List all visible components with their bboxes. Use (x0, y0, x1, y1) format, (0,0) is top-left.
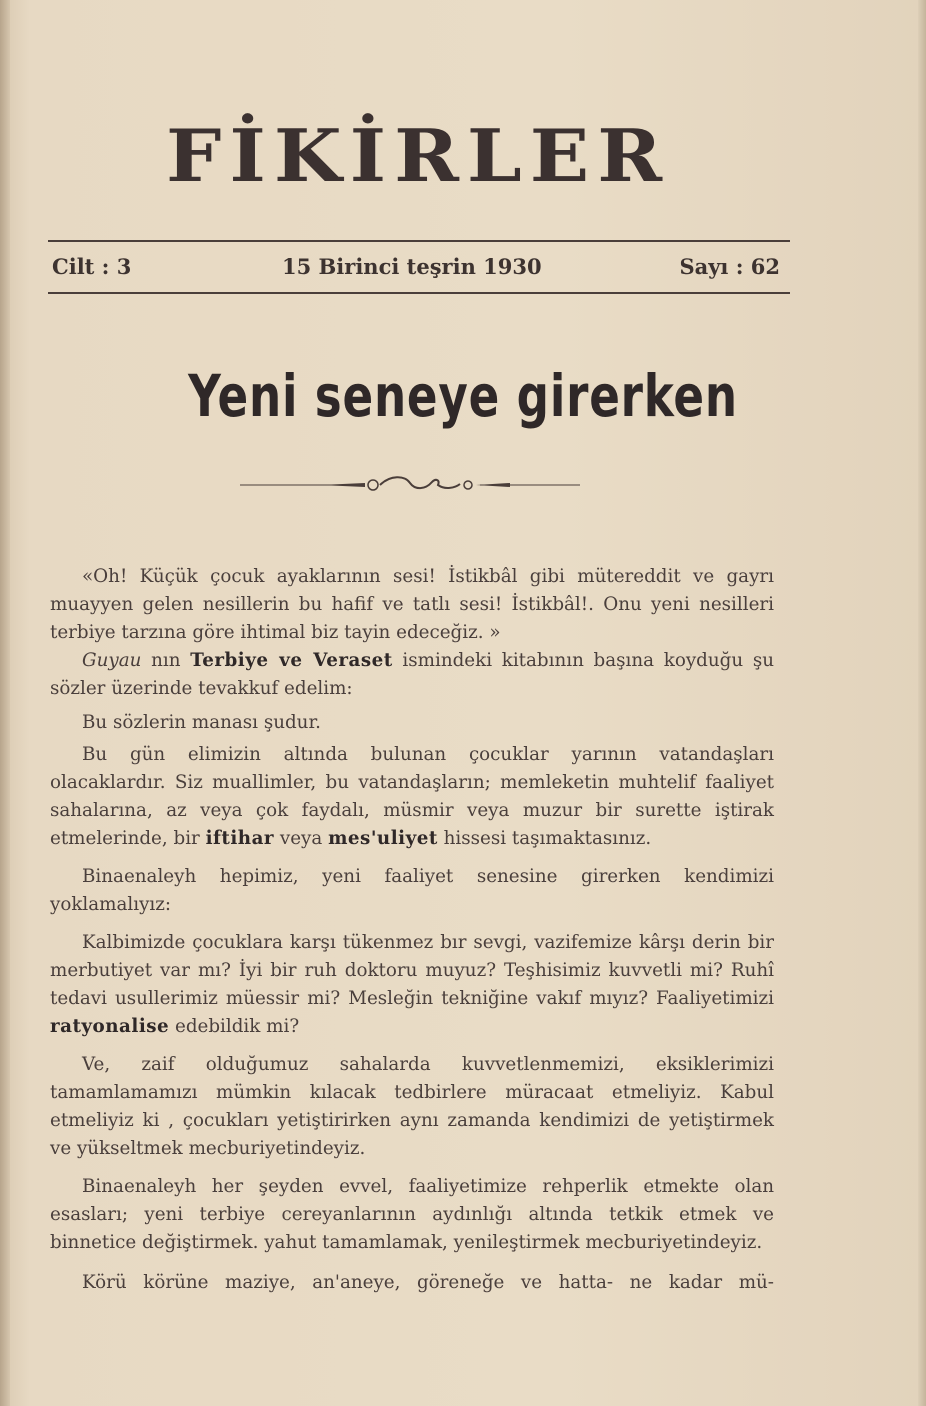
masthead-title: FİKİRLER (165, 114, 671, 199)
issue-info-line (52, 254, 780, 284)
header-rule-bottom (48, 292, 790, 294)
page-edge (918, 0, 926, 1406)
paragraph-citizens: Bu gün elimizin altında bulunan çocuklar yarının vatandaşları olacaklardır. Siz muallimler, bu vatandaşların; memleketin muhtelif faaliyet sahalarına, az veya çok faydalı, müsmir veya muzur bir surette iştirak etmelerinde, bir iftihar veya mes'uliyet hissesi taşımaktasınız. (50, 744, 774, 849)
paragraph-self-check: Binaenaleyh hepimiz, yeni faaliyet senesine girerken kendimizi yoklamalıyız: (50, 866, 774, 915)
paragraph-questions: Kalbimizde çocuklara karşı tükenmez bır sevgi, vazifemize kârşı derin bir merbutiyet var mı? İyi bir ruh doktoru muyuz? Teşhisimiz kuvvetli mi? Ruhî tedavi usullerimiz müessir mi? Mesleğin tekniğine vakıf mıyız? Faaliyetimizi ratyonalise edebildik mi? (50, 932, 774, 1037)
paragraph-quote: «Oh! Küçük çocuk ayaklarının sesi! İstikbâl gibi mütereddit ve gayrı muayyen gelen nesillerin bu hafif ve tatlı sesi! İstikbâl!. Onu yeni nesilleri terbiye tarzına göre ihtimal biz tayin edeceğiz. » (50, 566, 774, 643)
volume-label: Cilt : 3 (52, 254, 132, 279)
article-headline: Yeni seneye girerken (188, 362, 738, 430)
book-title: Terbiye ve Veraset (190, 650, 393, 671)
header-rule-top (48, 240, 790, 242)
binding-edge (0, 0, 10, 1406)
paragraph-meaning: Bu sözlerin manası şudur. (82, 712, 321, 733)
article-body (50, 563, 774, 1297)
ornament-divider-icon (240, 470, 580, 500)
author-name: Guyau (82, 650, 142, 671)
paragraph-continued: Körü körüne maziye, an'aneye, göreneğe ve hatta- ne kadar mü- (82, 1272, 774, 1293)
paragraph-source: Guyau nın Terbiye ve Veraset ismindeki kitabının başına koyduğu şu sözler üzerinde tevakkuf edelim: (50, 650, 774, 699)
paragraph-measures: Ve, zaif olduğumuz sahalarda kuvvetlenmemizi, eksiklerimizi tamamlamamızı mümkin kılacak tedbirlere müracaat etmeliyiz. Kabul etmeliyiz ki , çocukları yetiştirirken aynı zamanda kendimizi de yetiştirmek ve yükseltmek mecburiyetindeyiz. (50, 1054, 774, 1159)
paragraph-principles: Binaenaleyh her şeyden evvel, faaliyetimize rehperlik etmekte olan esasları; yeni terbiye cereyanlarının aydınlığı altında tetkik etmek ve binnetice değiştirmek. yahut tamamlamak, yenileştirmek mecburiyetindeyiz. (50, 1176, 774, 1253)
issue-number: Sayı : 62 (679, 254, 780, 279)
issue-date: 15 Birinci teşrin 1930 (282, 254, 542, 279)
